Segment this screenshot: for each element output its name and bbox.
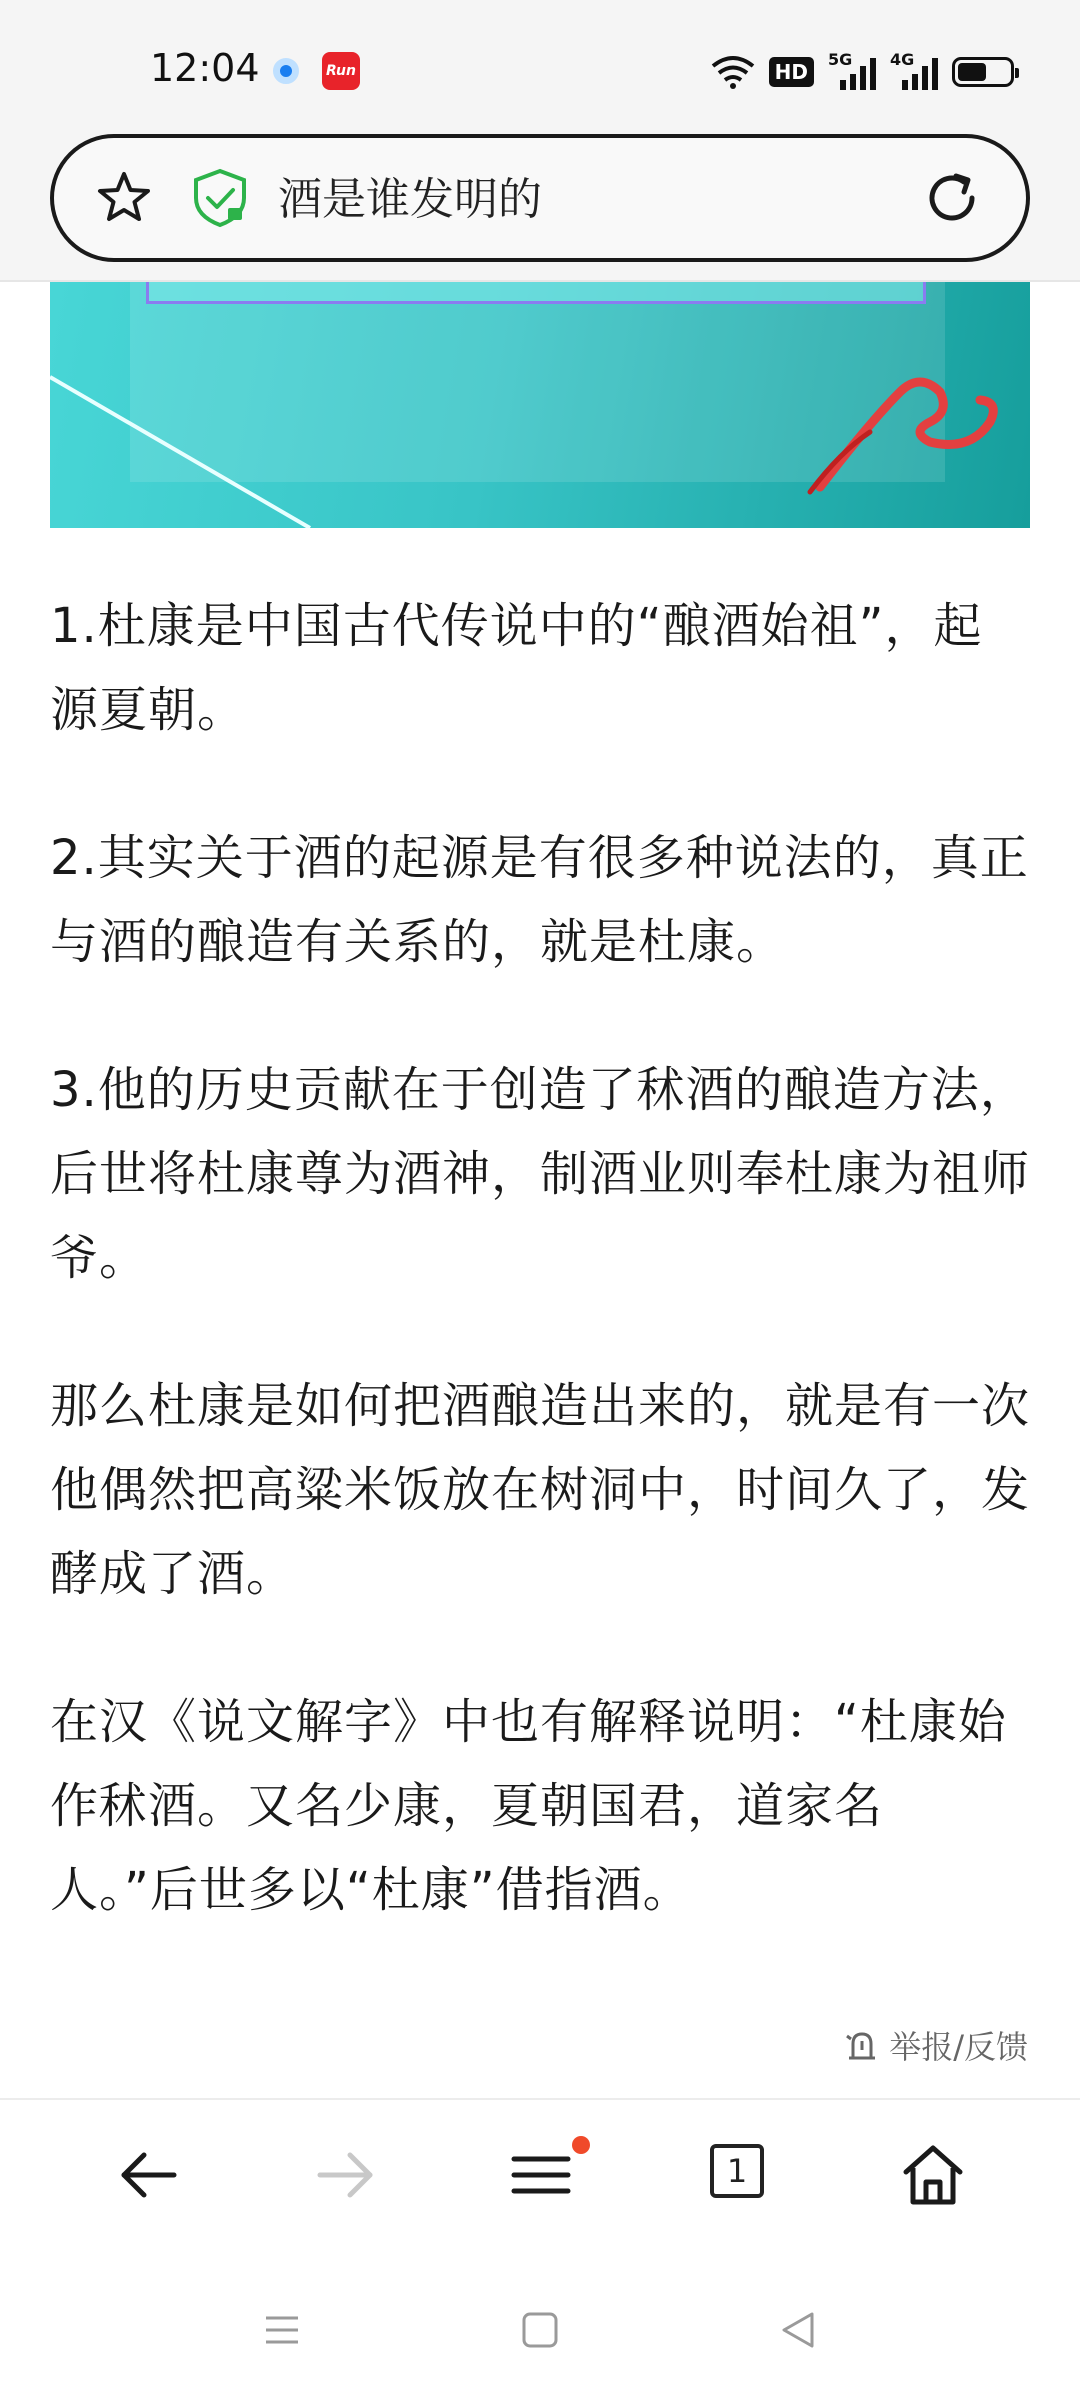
run-app-icon: Run: [322, 52, 360, 90]
article-banner-image: [50, 282, 1030, 528]
shield-check-icon[interactable]: [192, 168, 248, 228]
status-icons: [711, 52, 1014, 92]
menu-icon[interactable]: [508, 2142, 574, 2208]
status-time: 12:04: [150, 46, 260, 90]
report-ghost-icon: [845, 2028, 879, 2062]
back-triangle-icon[interactable]: [778, 2310, 818, 2350]
battery-fill: [958, 63, 986, 81]
recent-apps-icon[interactable]: [262, 2310, 302, 2350]
star-icon[interactable]: [96, 170, 152, 226]
article-paragraph: 3.他的历史贡献在于创造了秫酒的酿造方法，后世将杜康尊为酒神，制酒业则奉杜康为祖师爷。: [50, 1062, 1031, 1286]
search-query-text[interactable]: 酒是谁发明的: [278, 174, 542, 225]
signal-4g-icon: 4G: [890, 54, 938, 90]
status-bar: [0, 0, 1080, 120]
report-feedback-link[interactable]: [845, 2022, 1028, 2068]
browser-toolbar: [0, 2100, 1080, 2250]
address-bar[interactable]: [50, 134, 1030, 262]
article-body: [50, 584, 1030, 1996]
home-square-icon[interactable]: [520, 2310, 560, 2350]
tabs-icon[interactable]: 1: [710, 2144, 764, 2198]
report-feedback-label: 举报/反馈: [889, 2028, 1028, 2066]
wifi-icon: [711, 54, 755, 90]
battery-icon: [952, 57, 1014, 87]
system-nav-bar: [0, 2250, 1080, 2400]
notification-dot-icon: [273, 58, 299, 84]
home-icon[interactable]: [900, 2142, 966, 2208]
refresh-icon[interactable]: [922, 168, 982, 228]
signal-5g-icon: 5G: [828, 54, 876, 90]
banner-decoration: [50, 282, 1030, 528]
article-paragraph: 在汉《说文解字》中也有解释说明：“杜康始作秫酒。又名少康，夏朝国君，道家名人。”后世多以“杜康”借指酒。: [50, 1694, 1007, 1918]
article-paragraph: 2.其实关于酒的起源是有很多种说法的，真正与酒的酿造有关系的，就是杜康。: [50, 830, 1029, 970]
menu-notification-dot: [572, 2136, 590, 2154]
hd-badge: HD: [769, 57, 814, 87]
article-paragraph: 那么杜康是如何把酒酿造出来的，就是有一次他偶然把高粱米饭放在树洞中，时间久了，发酵成了酒。: [50, 1378, 1031, 1602]
article-paragraph: 1.杜康是中国古代传说中的“酿酒始祖”，起源夏朝。: [50, 598, 983, 738]
forward-arrow-icon[interactable]: [312, 2142, 378, 2208]
back-arrow-icon[interactable]: [116, 2142, 182, 2208]
browser-header: [0, 120, 1080, 282]
